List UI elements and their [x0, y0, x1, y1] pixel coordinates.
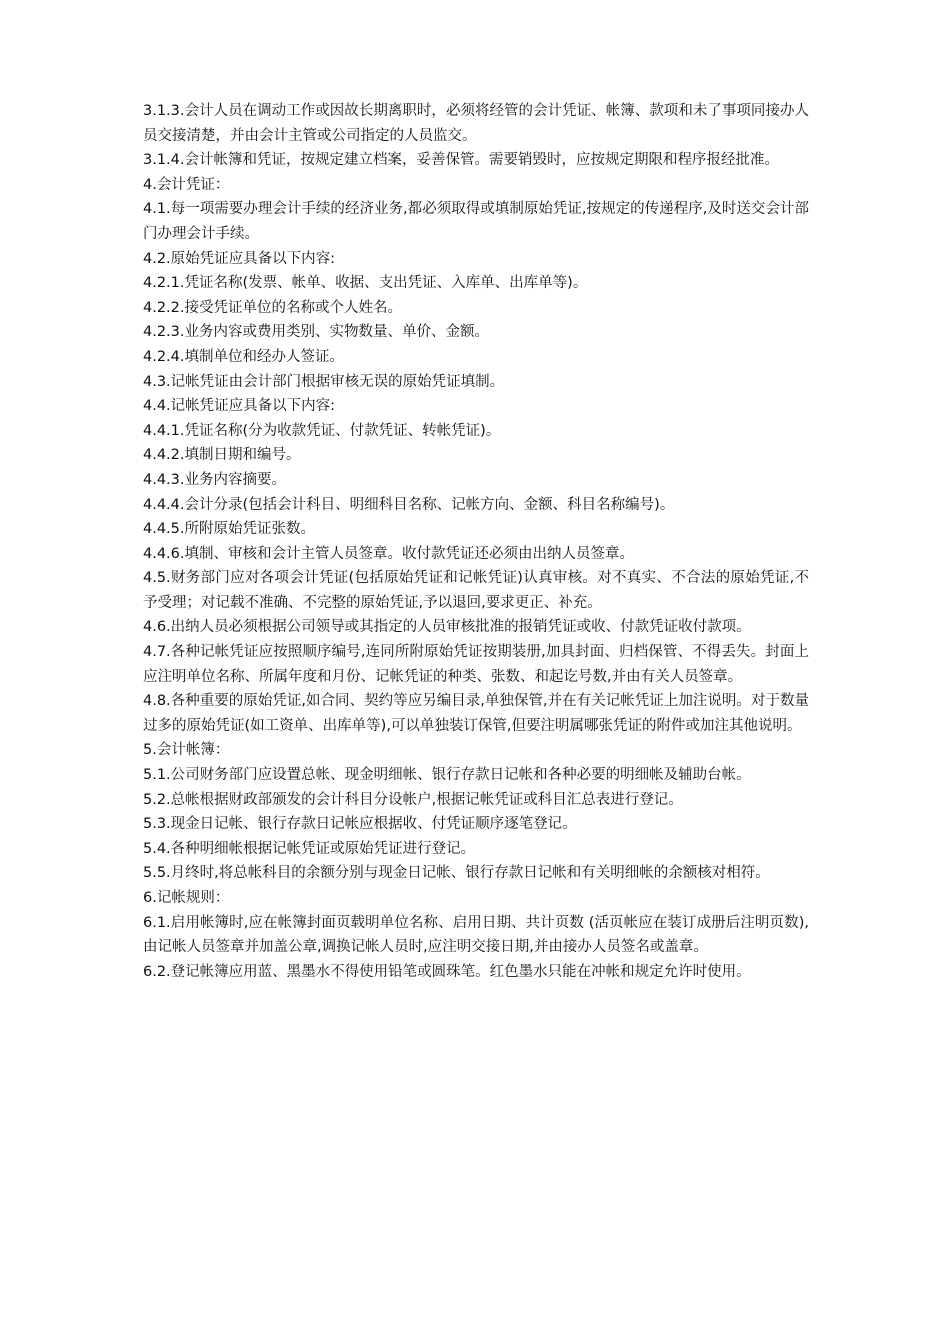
paragraph-6-2: 6.2.登记帐簿应用蓝、黑墨水不得使用铅笔或圆珠笔。红色墨水只能在冲帐和规定允许时使用。 — [143, 963, 751, 980]
paragraph-4-3: 4.3.记帐凭证由会计部门根据审核无误的原始凭证填制。 — [143, 373, 505, 390]
paragraph-3-1-3: 3.1.3.会计人员在调动工作或因故长期离职时，必须将经管的会计凭证、帐簿、款项和未了事项同接办人员交接清楚，并由会计主管或公司指定的人员监交。 — [143, 103, 809, 144]
paragraph-4-5: 4.5.财务部门应对各项会计凭证(包括原始凭证和记帐凭证)认真审核。对不真实、不合法的原始凭证,不予受理；对记载不准确、不完整的原始凭证,予以退回,要求更正、补充。 — [143, 570, 809, 611]
paragraph-4-2-4: 4.2.4.填制单位和经办人签证。 — [143, 348, 345, 365]
paragraph-4-4-4: 4.4.4.会计分录(包括会计科目、明细科目名称、记帐方向、金额、科目名称编号)。 — [143, 496, 675, 513]
paragraph-4-4-3: 4.4.3.业务内容摘要。 — [143, 471, 287, 488]
paragraph-4-4-1: 4.4.1.凭证名称(分为收款凭证、付款凭证、转帐凭证)。 — [143, 422, 501, 439]
section-heading-5: 5.会计帐簿： — [143, 742, 230, 759]
section-heading-6: 6.记帐规则： — [143, 890, 230, 906]
paragraph-5-2: 5.2.总帐根据财政部颁发的会计科目分设帐户,根据记帐凭证或科目汇总表进行登记。 — [143, 791, 683, 808]
paragraph-4-2: 4.2.原始凭证应具备以下内容: — [143, 250, 336, 267]
paragraph-4-4: 4.4.记帐凭证应具备以下内容: — [143, 398, 336, 415]
paragraph-5-1: 5.1.公司财务部门应设置总帐、现金明细帐、银行存款日记帐和各种必要的明细帐及辅助台帐。 — [143, 767, 751, 784]
section-heading-4: 4.会计凭证： — [143, 176, 230, 193]
paragraph-4-4-6: 4.4.6.填制、审核和会计主管人员签章。收付款凭证还必须由出纳人员签章。 — [143, 545, 635, 562]
document-body — [143, 99, 809, 984]
paragraph-4-1: 4.1.每一项需要办理会计手续的经济业务,都必须取得或填制原始凭证,按规定的传递程序,及时送交会计部门办理会计手续。 — [143, 201, 809, 242]
paragraph-5-5: 5.5.月终时,将总帐科目的余额分别与现金日记帐、银行存款日记帐和有关明细帐的余额核对相符。 — [143, 865, 770, 882]
paragraph-3-1-4: 3.1.4.会计帐簿和凭证，按规定建立档案，妥善保管。需要销毁时，应按规定期限和程序报经批准。 — [143, 152, 779, 169]
paragraph-4-7: 4.7.各种记帐凭证应按照顺序编号,连同所附原始凭证按期装册,加具封面、归档保管、不得丢失。封面上应注明单位名称、所属年度和月份、记帐凭证的种类、张数、和起讫号数,并由有关人员签章。 — [143, 644, 809, 685]
paragraph-5-4: 5.4.各种明细帐根据记帐凭证或原始凭证进行登记。 — [143, 840, 476, 857]
paragraph-4-2-3: 4.2.3.业务内容或费用类别、实物数量、单价、金额。 — [143, 324, 490, 341]
paragraph-5-3: 5.3.现金日记帐、银行存款日记帐应根据收、付凭证顺序逐笔登记。 — [143, 816, 577, 833]
paragraph-4-4-5: 4.4.5.所附原始凭证张数。 — [143, 521, 316, 538]
paragraph-6-1: 6.1.启用帐簿时,应在帐簿封面页载明单位名称、启用日期、共计页数 (活页帐应在装订成册后注明页数),由记帐人员签章并加盖公章,调换记帐人员时,应注明交接日期,并由接办人员签名或盖章。 — [143, 914, 809, 956]
paragraph-4-8: 4.8.各种重要的原始凭证,如合同、契约等应另编目录,单独保管,并在有关记帐凭证上加注说明。对于数量过多的原始凭证(如工资单、出库单等),可以单独装订保管,但要注明属哪张凭证的附件或加注其他说明。 — [143, 693, 809, 734]
paragraph-4-2-1: 4.2.1.凭证名称(发票、帐单、收据、支出凭证、入库单、出库单等)。 — [143, 275, 588, 292]
paragraph-4-6: 4.6.出纳人员必须根据公司领导或其指定的人员审核批准的报销凭证或收、付款凭证收付款项。 — [143, 619, 751, 636]
paragraph-4-4-2: 4.4.2.填制日期和编号。 — [143, 447, 301, 464]
paragraph-4-2-2: 4.2.2.接受凭证单位的名称或个人姓名。 — [143, 299, 403, 316]
